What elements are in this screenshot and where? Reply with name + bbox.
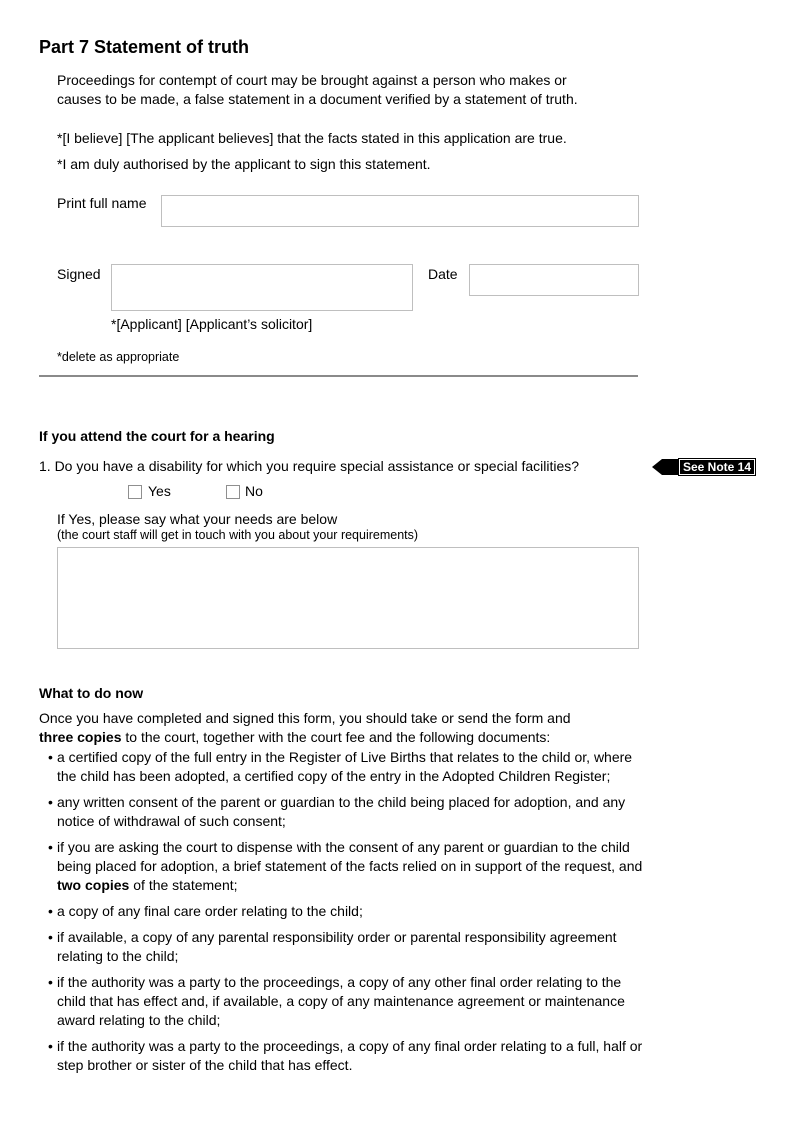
needs-textarea[interactable] <box>57 547 639 649</box>
contempt-warning <box>57 71 578 109</box>
signed-label: Signed <box>57 266 101 282</box>
list-item <box>39 928 644 966</box>
list-item-tail: of the statement; <box>129 877 238 893</box>
see-note-14[interactable] <box>652 459 755 475</box>
list-item-text: a certified copy of the full entry in the Register of Live Births that relates to the child or, where the child has been adopted, a certified copy of the entry in the Adopted Children Register; <box>57 749 633 784</box>
what-to-do-heading: What to do now <box>39 685 144 701</box>
page-title: Part 7 Statement of truth <box>39 37 250 57</box>
no-checkbox[interactable] <box>226 485 240 499</box>
note-bar <box>662 459 679 475</box>
hearing-heading: If you attend the court for a hearing <box>39 428 275 444</box>
needs-subtext: (the court staff will get in touch with you about your requirements) <box>57 528 419 542</box>
documents-list <box>39 748 644 1082</box>
list-item-text: if the authority was a party to the proceedings, a copy of any other final order relating to the child that has effect and, if available, a copy of any maintenance agreement or maintenance award relating to the child; <box>57 974 625 1028</box>
what-to-do-intro <box>39 709 639 747</box>
list-item-text: a copy of any final care order relating to the child; <box>57 903 363 919</box>
section-divider <box>39 375 638 377</box>
contempt-warning-line1: Proceedings for contempt of court may be brought against a person who makes or <box>57 72 567 88</box>
list-item-text: if available, a copy of any parental responsibility order or parental responsibility agreement relating to the child; <box>57 929 617 964</box>
list-item <box>39 838 644 895</box>
list-item <box>39 793 644 831</box>
print-name-field[interactable] <box>161 195 639 227</box>
yes-option[interactable] <box>128 482 171 501</box>
see-note-label: See Note 14 <box>679 459 755 475</box>
list-item-text: any written consent of the parent or guardian to the child being placed for adoption, and any notice of withdrawal of such consent; <box>57 794 626 829</box>
intro-bold: three copies <box>39 729 122 745</box>
authorised-statement: *I am duly authorised by the applicant to sign this statement. <box>57 156 431 172</box>
list-item <box>39 1037 644 1075</box>
yes-label: Yes <box>148 483 171 499</box>
list-item <box>39 902 644 921</box>
contempt-warning-line2: causes to be made, a false statement in a document verified by a statement of truth. <box>57 91 578 107</box>
list-item <box>39 973 644 1030</box>
signature-field[interactable] <box>111 264 413 311</box>
list-item-text: if the authority was a party to the proceedings, a copy of any final order relating to a full, half or step brother or sister of the child that has effect. <box>57 1038 643 1073</box>
intro-text-2: to the court, together with the court fee and the following documents: <box>121 729 551 745</box>
no-option[interactable] <box>226 482 263 501</box>
belief-statement: *[I believe] [The applicant believes] that the facts stated in this application are true. <box>57 130 567 146</box>
list-item <box>39 748 644 786</box>
no-label: No <box>245 483 263 499</box>
print-name-label: Print full name <box>57 195 147 211</box>
list-item-bold: two copies <box>57 877 130 893</box>
date-label: Date <box>428 266 458 282</box>
yes-checkbox[interactable] <box>128 485 142 499</box>
list-item-text: if you are asking the court to dispense with the consent of any parent or guardian to the child being placed for adoption, a brief statement of the facts relied on in support of the request, and <box>57 839 643 874</box>
date-field[interactable] <box>469 264 639 296</box>
signer-role: *[Applicant] [Applicant’s solicitor] <box>111 316 313 332</box>
pointer-arrow-icon <box>652 459 662 475</box>
delete-note: *delete as appropriate <box>57 350 180 364</box>
needs-label: If Yes, please say what your needs are below <box>57 511 338 527</box>
intro-text-1: Once you have completed and signed this form, you should take or send the form and <box>39 710 571 726</box>
disability-question: 1. Do you have a disability for which you require special assistance or special facilities? <box>39 458 580 474</box>
